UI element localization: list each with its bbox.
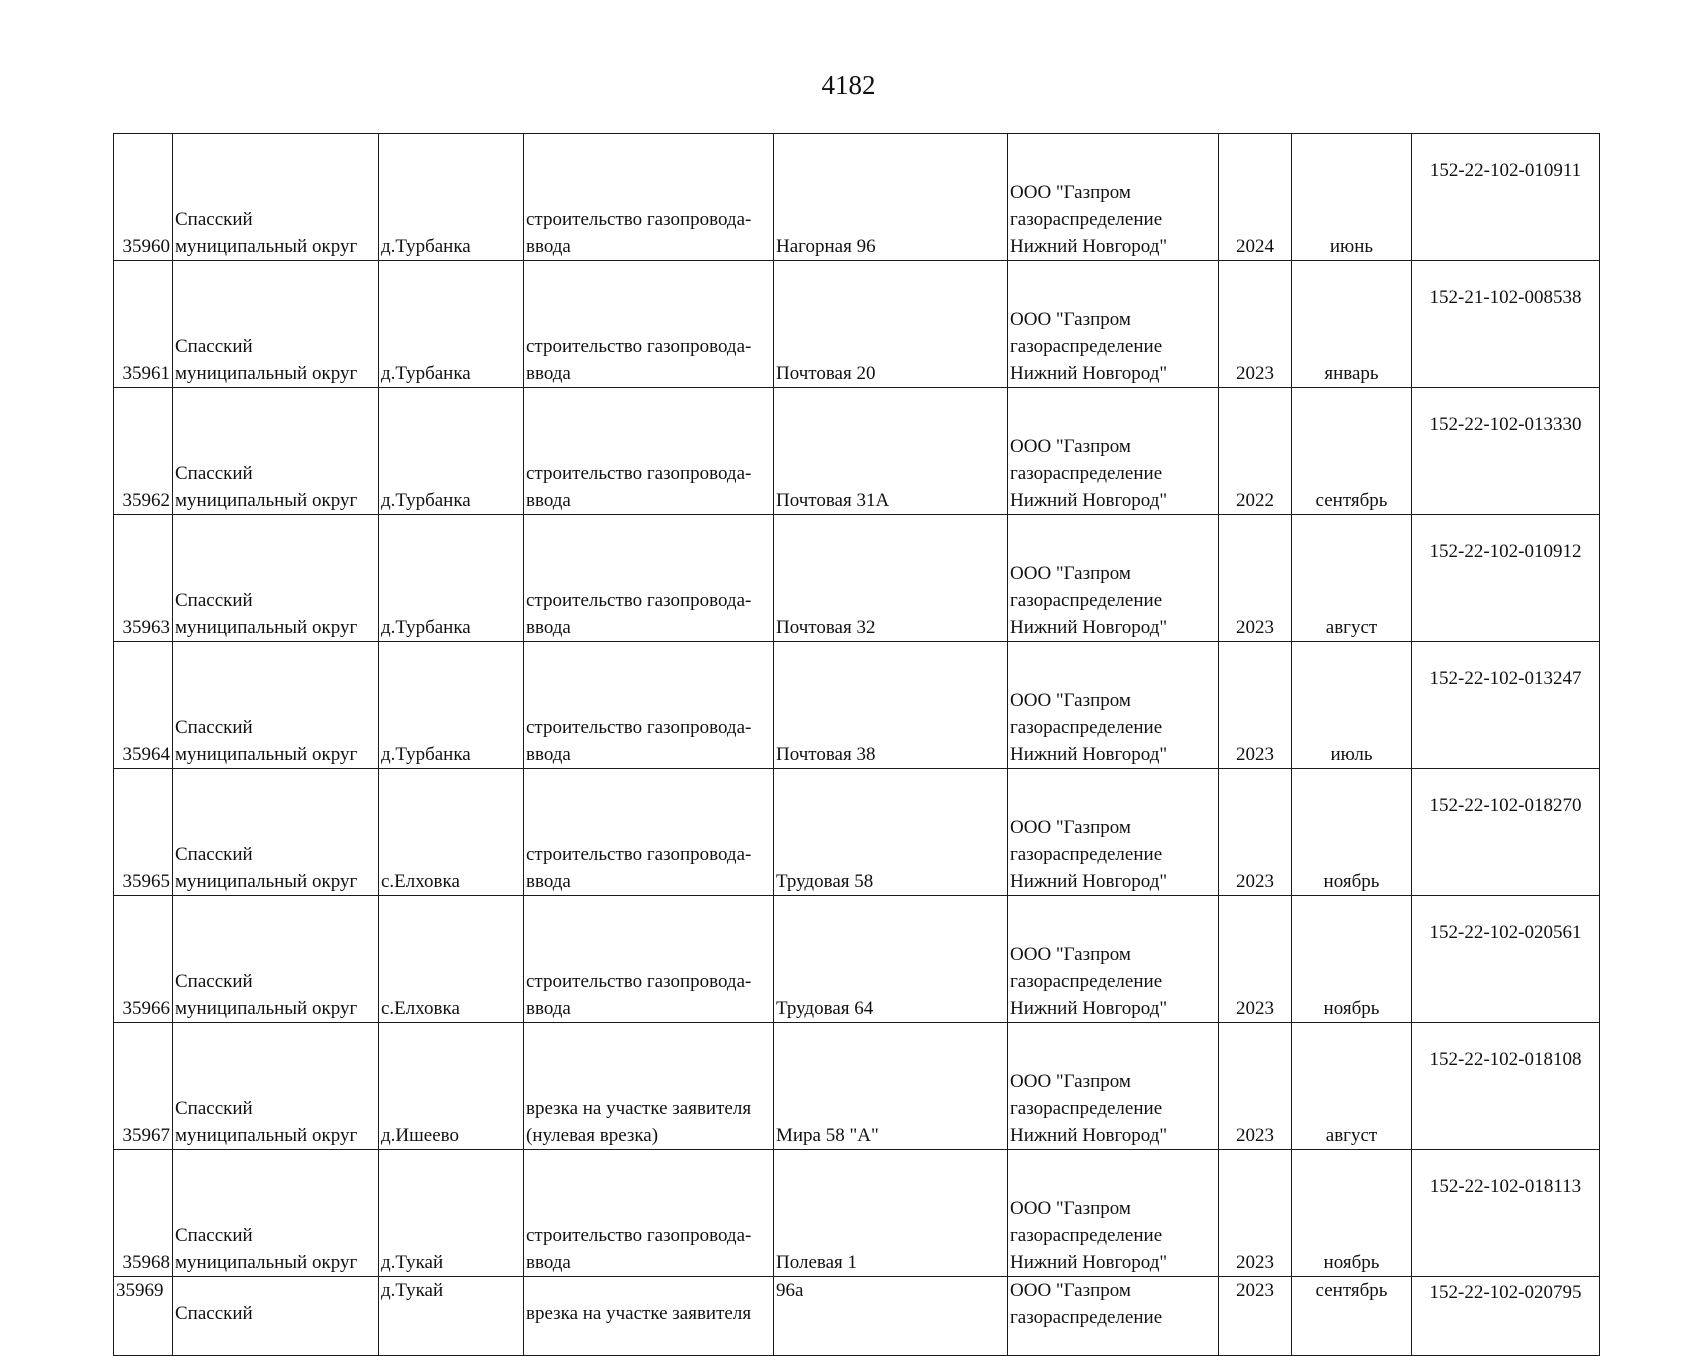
district-cell	[173, 1277, 379, 1356]
row-number: 35967	[114, 1023, 173, 1150]
district-line: Спасский	[175, 463, 253, 484]
work-type-line: строительство газопровода-	[526, 590, 752, 611]
settlement-cell: д.Турбанка	[379, 515, 524, 642]
year-cell: 2023	[1219, 642, 1292, 769]
work-type-line: строительство газопровода-	[526, 971, 752, 992]
district-line: муниципальный округ	[175, 871, 358, 892]
district-line: Спасский	[175, 1303, 253, 1324]
work-type-line: врезка на участке заявителя	[526, 1303, 752, 1324]
settlement-cell: д.Турбанка	[379, 642, 524, 769]
district-line: Спасский	[175, 971, 253, 992]
district-line: Спасский	[175, 209, 253, 230]
address-cell: Трудовая 64	[774, 896, 1008, 1023]
row-number: 35964	[114, 642, 173, 769]
work-type-line: строительство газопровода-	[526, 844, 752, 865]
table-row	[114, 1277, 1600, 1356]
table-row	[114, 1023, 1600, 1150]
year-cell: 2023	[1219, 1277, 1292, 1356]
organization-cell	[1008, 134, 1219, 261]
district-cell	[173, 896, 379, 1023]
registration-code-cell: 152-22-102-013330	[1412, 388, 1600, 515]
district-cell	[173, 388, 379, 515]
work-type-line: (нулевая врезка)	[526, 1125, 659, 1146]
registration-code-cell: 152-22-102-010912	[1412, 515, 1600, 642]
month-cell: ноябрь	[1292, 896, 1412, 1023]
organization-line: ООО "Газпром	[1010, 563, 1131, 584]
work-type-line: ввода	[526, 490, 571, 511]
organization-line: Нижний Новгород"	[1010, 1125, 1168, 1146]
organization-cell	[1008, 769, 1219, 896]
district-line: муниципальный округ	[175, 1125, 358, 1146]
organization-line: газораспределение	[1010, 1307, 1163, 1328]
organization-line: газораспределение	[1010, 1225, 1163, 1246]
organization-line: Нижний Новгород"	[1010, 744, 1168, 765]
organization-line: газораспределение	[1010, 844, 1163, 865]
row-number: 35965	[114, 769, 173, 896]
work-type-line: строительство газопровода-	[526, 717, 752, 738]
organization-cell	[1008, 388, 1219, 515]
district-line: Спасский	[175, 1098, 253, 1119]
district-line: муниципальный округ	[175, 744, 358, 765]
organization-line: ООО "Газпром	[1010, 944, 1131, 965]
table-row	[114, 515, 1600, 642]
organization-cell	[1008, 642, 1219, 769]
work-type-cell	[524, 1277, 774, 1356]
organization-line: ООО "Газпром	[1010, 1198, 1131, 1219]
address-cell: Трудовая 58	[774, 769, 1008, 896]
row-number: 35969	[114, 1277, 173, 1356]
year-cell: 2022	[1219, 388, 1292, 515]
organization-line: ООО "Газпром	[1010, 182, 1131, 203]
district-line: муниципальный округ	[175, 1252, 358, 1273]
year-cell: 2023	[1219, 515, 1292, 642]
district-line: Спасский	[175, 717, 253, 738]
work-type-cell	[524, 388, 774, 515]
settlement-cell: д.Тукай	[379, 1277, 524, 1356]
district-line: муниципальный округ	[175, 617, 358, 638]
address-cell: 96а	[774, 1277, 1008, 1356]
work-type-line: строительство газопровода-	[526, 209, 752, 230]
district-cell	[173, 1150, 379, 1277]
district-line: муниципальный округ	[175, 363, 358, 384]
organization-cell	[1008, 261, 1219, 388]
settlement-cell: д.Турбанка	[379, 388, 524, 515]
district-cell	[173, 642, 379, 769]
row-number: 35968	[114, 1150, 173, 1277]
organization-line: газораспределение	[1010, 717, 1163, 738]
address-cell: Мира 58 "А"	[774, 1023, 1008, 1150]
work-type-line: ввода	[526, 871, 571, 892]
settlement-cell: д.Турбанка	[379, 134, 524, 261]
organization-line: газораспределение	[1010, 971, 1163, 992]
address-cell: Почтовая 31А	[774, 388, 1008, 515]
work-type-cell	[524, 134, 774, 261]
registration-code-cell: 152-22-102-020561	[1412, 896, 1600, 1023]
organization-line: Нижний Новгород"	[1010, 236, 1168, 257]
table-row	[114, 134, 1600, 261]
district-cell	[173, 261, 379, 388]
work-type-cell	[524, 261, 774, 388]
registration-code-cell: 152-22-102-018108	[1412, 1023, 1600, 1150]
settlement-cell: д.Тукай	[379, 1150, 524, 1277]
month-cell: январь	[1292, 261, 1412, 388]
settlement-cell: с.Елховка	[379, 896, 524, 1023]
work-type-cell	[524, 769, 774, 896]
district-cell	[173, 134, 379, 261]
table-row	[114, 261, 1600, 388]
organization-line: газораспределение	[1010, 209, 1163, 230]
district-cell	[173, 515, 379, 642]
district-cell	[173, 1023, 379, 1150]
organization-line: газораспределение	[1010, 1098, 1163, 1119]
settlement-cell: с.Елховка	[379, 769, 524, 896]
organization-line: ООО "Газпром	[1010, 1071, 1131, 1092]
work-type-line: ввода	[526, 363, 571, 384]
address-cell: Нагорная 96	[774, 134, 1008, 261]
organization-line: газораспределение	[1010, 336, 1163, 357]
address-cell: Полевая 1	[774, 1150, 1008, 1277]
table-row	[114, 642, 1600, 769]
organization-line: Нижний Новгород"	[1010, 871, 1168, 892]
organization-line: газораспределение	[1010, 463, 1163, 484]
registry-table	[113, 133, 1600, 1356]
organization-line: Нижний Новгород"	[1010, 1252, 1168, 1273]
page-number: 4182	[821, 70, 876, 100]
organization-cell	[1008, 515, 1219, 642]
address-cell: Почтовая 32	[774, 515, 1008, 642]
row-number: 35962	[114, 388, 173, 515]
district-line: муниципальный округ	[175, 490, 358, 511]
work-type-cell	[524, 896, 774, 1023]
work-type-cell	[524, 642, 774, 769]
work-type-line: ввода	[526, 617, 571, 638]
work-type-line: ввода	[526, 236, 571, 257]
district-line: муниципальный округ	[175, 236, 358, 257]
month-cell: ноябрь	[1292, 769, 1412, 896]
district-line: Спасский	[175, 1225, 253, 1246]
work-type-cell	[524, 515, 774, 642]
year-cell: 2024	[1219, 134, 1292, 261]
work-type-line: строительство газопровода-	[526, 1225, 752, 1246]
work-type-cell	[524, 1150, 774, 1277]
table-row	[114, 1150, 1600, 1277]
organization-line: ООО "Газпром	[1010, 1280, 1131, 1301]
table-row	[114, 896, 1600, 1023]
organization-cell	[1008, 1277, 1219, 1356]
registration-code-cell: 152-22-102-018270	[1412, 769, 1600, 896]
year-cell: 2023	[1219, 769, 1292, 896]
registration-code-cell: 152-21-102-008538	[1412, 261, 1600, 388]
row-number: 35963	[114, 515, 173, 642]
settlement-cell: д.Ишеево	[379, 1023, 524, 1150]
row-number: 35961	[114, 261, 173, 388]
month-cell: сентябрь	[1292, 388, 1412, 515]
organization-line: Нижний Новгород"	[1010, 617, 1168, 638]
year-cell: 2023	[1219, 896, 1292, 1023]
row-number: 35960	[114, 134, 173, 261]
organization-line: ООО "Газпром	[1010, 436, 1131, 457]
organization-line: ООО "Газпром	[1010, 690, 1131, 711]
table-body	[114, 134, 1600, 1356]
month-cell: август	[1292, 515, 1412, 642]
registration-code-cell: 152-22-102-020795	[1412, 1277, 1600, 1356]
month-cell: сентябрь	[1292, 1277, 1412, 1356]
month-cell: июнь	[1292, 134, 1412, 261]
district-line: Спасский	[175, 590, 253, 611]
district-cell	[173, 769, 379, 896]
month-cell: ноябрь	[1292, 1150, 1412, 1277]
month-cell: август	[1292, 1023, 1412, 1150]
work-type-line: ввода	[526, 1252, 571, 1273]
work-type-line: ввода	[526, 998, 571, 1019]
table-row	[114, 388, 1600, 515]
organization-cell	[1008, 1023, 1219, 1150]
year-cell: 2023	[1219, 1150, 1292, 1277]
work-type-cell	[524, 1023, 774, 1150]
settlement-cell: д.Турбанка	[379, 261, 524, 388]
organization-line: Нижний Новгород"	[1010, 998, 1168, 1019]
organization-cell	[1008, 1150, 1219, 1277]
district-line: Спасский	[175, 336, 253, 357]
organization-line: Нижний Новгород"	[1010, 363, 1168, 384]
work-type-line: ввода	[526, 744, 571, 765]
organization-line: ООО "Газпром	[1010, 817, 1131, 838]
row-number: 35966	[114, 896, 173, 1023]
address-cell: Почтовая 38	[774, 642, 1008, 769]
district-line: муниципальный округ	[175, 998, 358, 1019]
work-type-line: строительство газопровода-	[526, 463, 752, 484]
registration-code-cell: 152-22-102-013247	[1412, 642, 1600, 769]
year-cell: 2023	[1219, 1023, 1292, 1150]
district-line: Спасский	[175, 844, 253, 865]
work-type-line: строительство газопровода-	[526, 336, 752, 357]
month-cell: июль	[1292, 642, 1412, 769]
table-row	[114, 769, 1600, 896]
organization-cell	[1008, 896, 1219, 1023]
year-cell: 2023	[1219, 261, 1292, 388]
work-type-line: врезка на участке заявителя	[526, 1098, 752, 1119]
organization-line: ООО "Газпром	[1010, 309, 1131, 330]
registration-code-cell: 152-22-102-010911	[1412, 134, 1600, 261]
organization-line: Нижний Новгород"	[1010, 490, 1168, 511]
registration-code-cell: 152-22-102-018113	[1412, 1150, 1600, 1277]
organization-line: газораспределение	[1010, 590, 1163, 611]
address-cell: Почтовая 20	[774, 261, 1008, 388]
